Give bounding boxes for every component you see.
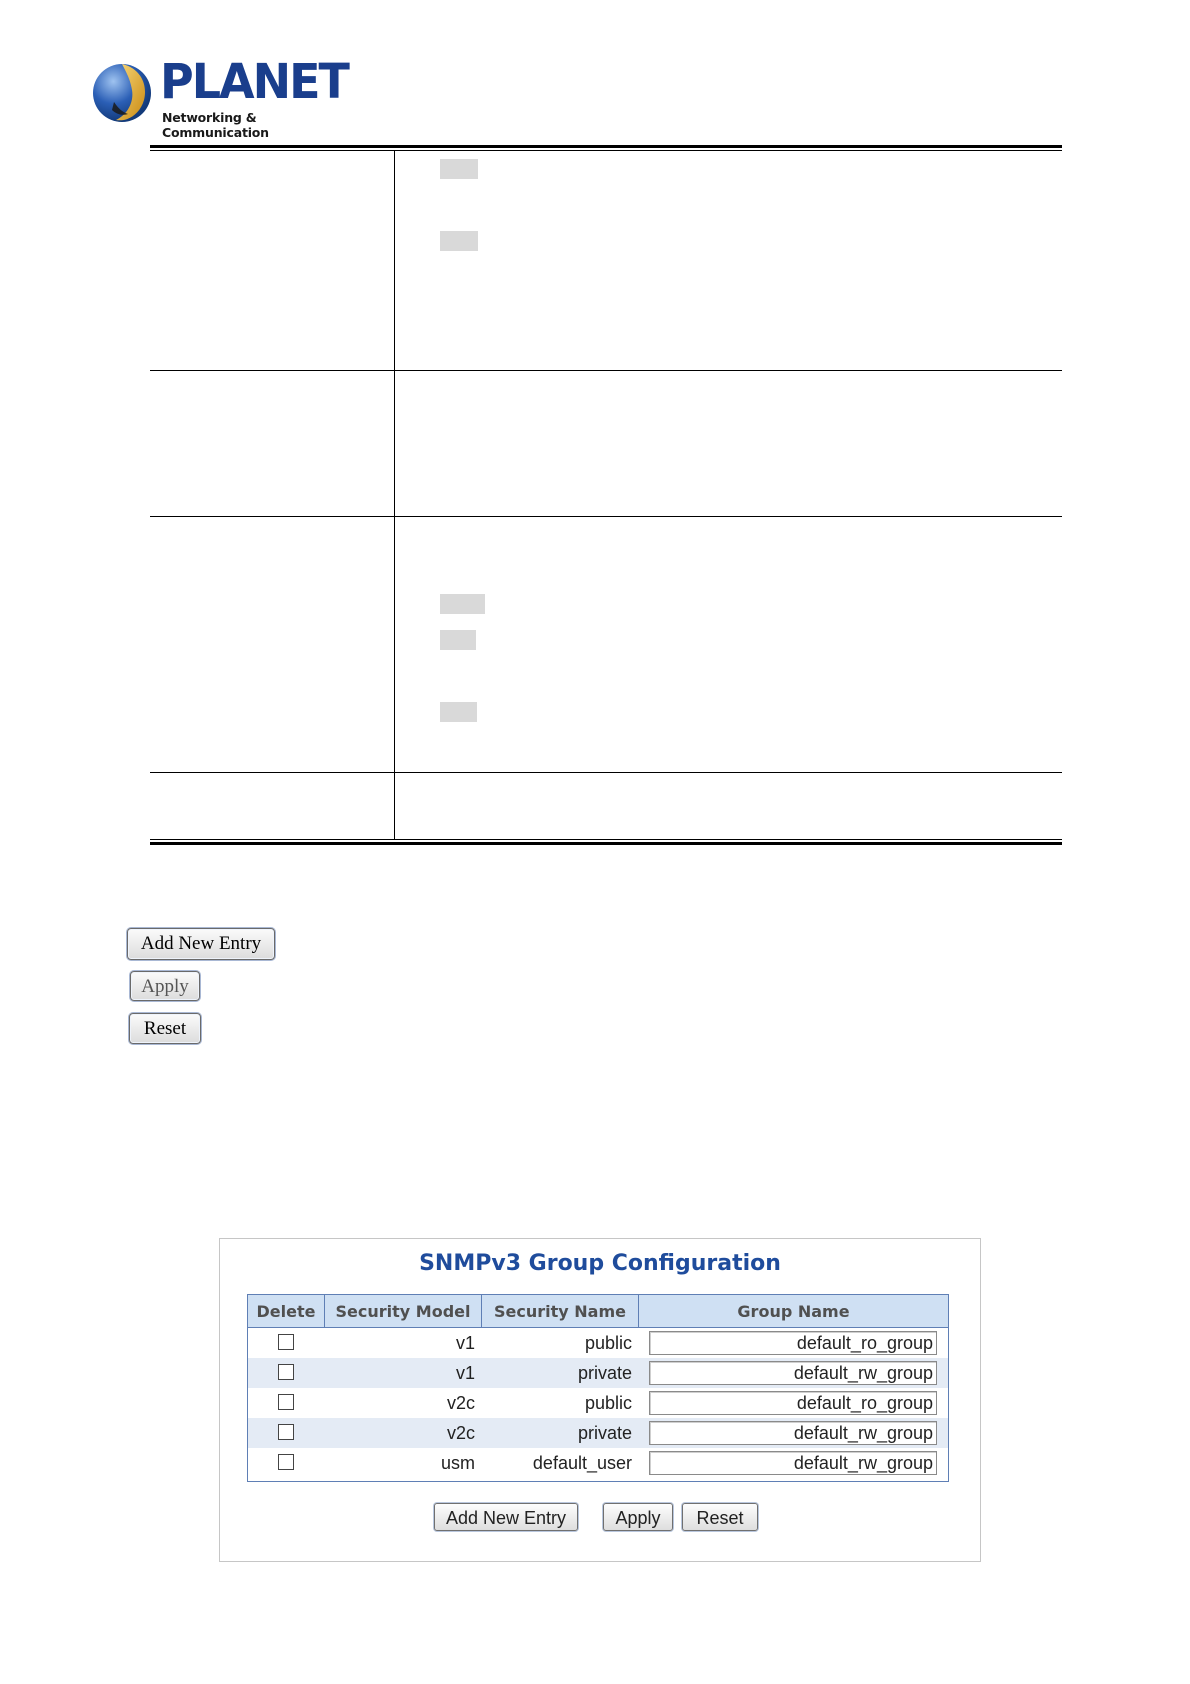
security-model-cell: usm [440, 1453, 475, 1473]
bullet-placeholder [440, 630, 476, 650]
bullet-placeholder [440, 594, 485, 614]
security-name-cell: public [584, 1333, 632, 1353]
table-top-rule-thin [150, 150, 1062, 151]
row-divider [150, 516, 1062, 517]
table-header [248, 1295, 948, 1328]
group-name-input[interactable]: default_rw_group [649, 1451, 937, 1475]
panel-apply-button[interactable]: Apply [603, 1503, 673, 1531]
apply-button[interactable]: Apply [130, 971, 200, 1001]
table-row [248, 1358, 948, 1388]
add-new-entry-button[interactable]: Add New Entry [127, 928, 275, 960]
delete-checkbox[interactable] [278, 1424, 294, 1440]
table-row [248, 1328, 948, 1358]
bullet-placeholder [440, 702, 477, 722]
group-name-input[interactable]: default_rw_group [649, 1421, 937, 1445]
table-bottom-rule [150, 842, 1062, 845]
parameter-table [150, 145, 1062, 845]
header-group-name: Group Name [737, 1302, 850, 1321]
bullet-placeholder [440, 159, 478, 179]
group-name-input[interactable]: default_ro_group [649, 1331, 937, 1355]
panel-title: SNMPv3 Group Configuration [419, 1251, 781, 1276]
security-model-cell: v1 [455, 1363, 475, 1383]
header-delete: Delete [248, 1295, 325, 1327]
bullet-placeholder [440, 231, 478, 251]
table-top-rule [150, 145, 1062, 148]
globe-logo-icon [92, 62, 152, 124]
header-security-name: Security Name [482, 1295, 639, 1327]
planet-logo [92, 52, 352, 140]
panel-add-new-entry-button[interactable]: Add New Entry [434, 1503, 578, 1531]
snmpv3-group-config-panel [219, 1238, 981, 1562]
group-table [247, 1294, 949, 1482]
security-name-cell: default_user [532, 1453, 632, 1473]
brand-tagline: Networking & Communication [162, 110, 269, 140]
group-name-input[interactable]: default_ro_group [649, 1391, 937, 1415]
table-bottom-rule-thin [150, 839, 1062, 840]
reset-button[interactable]: Reset [129, 1013, 201, 1044]
row-divider [150, 370, 1062, 371]
security-name-cell: private [577, 1423, 632, 1443]
group-name-input[interactable]: default_rw_group [649, 1361, 937, 1385]
delete-checkbox[interactable] [278, 1454, 294, 1470]
header-security-model: Security Model [325, 1295, 482, 1327]
delete-checkbox[interactable] [278, 1394, 294, 1410]
table-row [248, 1418, 948, 1448]
delete-checkbox[interactable] [278, 1334, 294, 1350]
table-row [248, 1388, 948, 1418]
panel-reset-button[interactable]: Reset [682, 1503, 758, 1531]
table-row [248, 1448, 948, 1478]
security-model-cell: v1 [455, 1333, 475, 1353]
column-divider [394, 151, 395, 840]
row-divider [150, 772, 1062, 773]
security-name-cell: public [584, 1393, 632, 1413]
delete-checkbox[interactable] [278, 1364, 294, 1380]
security-name-cell: private [577, 1363, 632, 1383]
security-model-cell: v2c [446, 1423, 475, 1443]
brand-name: PLANET [160, 52, 348, 110]
security-model-cell: v2c [446, 1393, 475, 1413]
